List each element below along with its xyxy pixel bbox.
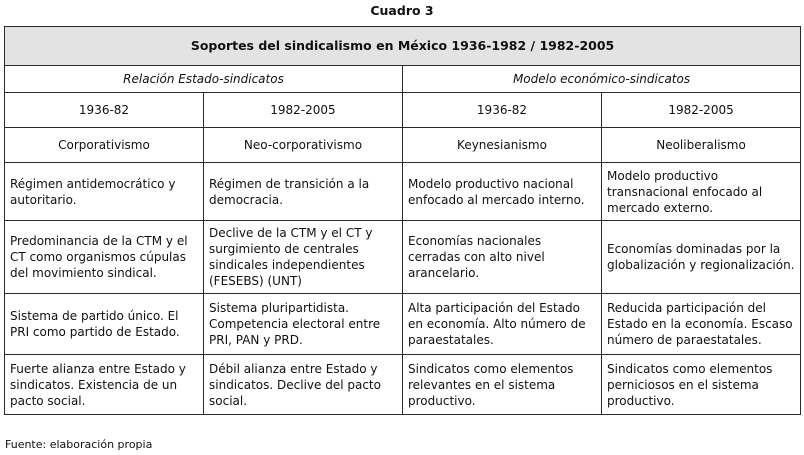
table-row <box>5 221 801 294</box>
period-header-row <box>5 93 801 128</box>
model-header-row <box>5 128 801 163</box>
model-header: Corporativismo <box>5 128 204 163</box>
group-header-row <box>5 66 801 93</box>
table-cell: Economías nacionales cerradas con alto nivel arancelario. <box>403 221 602 294</box>
group-header-relacion: Relación Estado-sindicatos <box>5 66 403 93</box>
table-cell: Sindicatos como elementos perniciosos en el sistema productivo. <box>602 355 801 415</box>
table-caption: Cuadro 3 <box>370 3 434 18</box>
table-cell: Sistema de partido único. El PRI como partido de Estado. <box>5 294 204 355</box>
table-title-row <box>5 27 801 66</box>
table-cell: Fuerte alianza entre Estado y sindicatos. Existencia de un pacto social. <box>5 355 204 415</box>
period-header: 1982-2005 <box>602 93 801 128</box>
table-cell: Régimen antidemocrático y autoritario. <box>5 163 204 221</box>
period-header: 1982-2005 <box>204 93 403 128</box>
model-header: Keynesianismo <box>403 128 602 163</box>
table-cell: Sindicatos como elementos relevantes en el sistema productivo. <box>403 355 602 415</box>
table-row <box>5 163 801 221</box>
model-header: Neoliberalismo <box>602 128 801 163</box>
table-cell: Declive de la CTM y el CT y surgimiento de centrales sindicales independientes (FESEBS) (UNT) <box>204 221 403 294</box>
group-header-modelo: Modelo económico-sindicatos <box>403 66 801 93</box>
table-cell: Reducida participación del Estado en la economía. Escaso número de paraestatales. <box>602 294 801 355</box>
source-note: Fuente: elaboración propia <box>5 438 153 451</box>
table-row <box>5 355 801 415</box>
table-cell: Débil alianza entre Estado y sindicatos. Declive del pacto social. <box>204 355 403 415</box>
table-cell: Modelo productivo nacional enfocado al mercado interno. <box>403 163 602 221</box>
table-cell: Alta participación del Estado en economía. Alto número de paraestatales. <box>403 294 602 355</box>
period-header: 1936-82 <box>403 93 602 128</box>
table-cell: Predominancia de la CTM y el CT como organismos cúpulas del movimiento sindical. <box>5 221 204 294</box>
table-cell: Economías dominadas por la globalización y regionalización. <box>602 221 801 294</box>
table-title: Soportes del sindicalismo en México 1936-1982 / 1982-2005 <box>5 27 801 66</box>
table-row <box>5 294 801 355</box>
table-cell: Sistema pluripartidista. Competencia electoral entre PRI, PAN y PRD. <box>204 294 403 355</box>
table-cell: Régimen de transición a la democracia. <box>204 163 403 221</box>
comparison-table <box>4 26 801 415</box>
table-cell: Modelo productivo transnacional enfocado al mercado externo. <box>602 163 801 221</box>
period-header: 1936-82 <box>5 93 204 128</box>
model-header: Neo-corporativismo <box>204 128 403 163</box>
